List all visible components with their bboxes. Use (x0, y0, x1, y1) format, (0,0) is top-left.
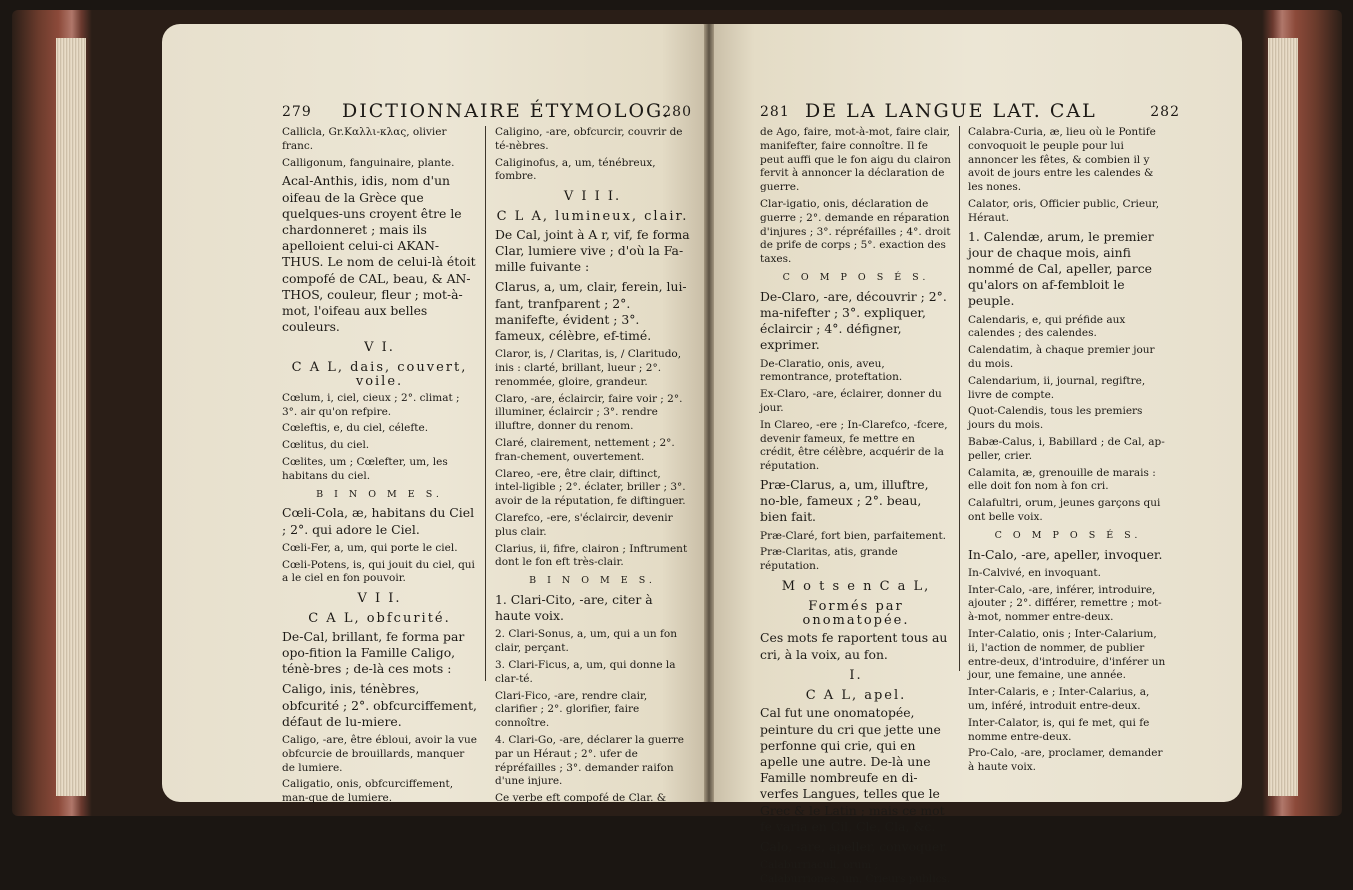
dictionary-entry: Clari-Fico, -are, rendre clair, clarifier ; 2°. glorifier, faire connoître. (495, 689, 648, 730)
dictionary-entry: Calo, -are, apeller, convoquer. (760, 838, 948, 854)
right-page-number: 281 (760, 104, 790, 120)
dictionary-entry: Cœlites, um ; Cœlefter, um, les habitans du ciel. (282, 456, 448, 482)
dictionary-entry: Cœli-Cola, æ, habitans du Ciel ; 2°. qui adore le Ciel. (282, 505, 475, 537)
page-edges-right (1268, 38, 1298, 796)
dictionary-entry: Cœli-Fer, a, um, qui porte le ciel. (282, 541, 458, 554)
dictionary-entry: In-Calo, -are, apeller, invoquer. (968, 546, 1163, 562)
dictionary-entry: Calafultri, orum, jeunes garçons qui ont belle voix. (968, 497, 1161, 523)
section-heading: C A L, dais, couvert, voile. (291, 360, 468, 390)
dictionary-entry: Inter-Calator, is, qui fe met, qui fe nomme entre-deux. (968, 716, 1150, 743)
dictionary-entry: Præ-Clarus, a, um, illuftre, no-ble, fameux ; 2°. beau, bien fait. (760, 476, 929, 525)
section-heading: C O M P O S É S. (994, 529, 1142, 541)
dictionary-entry: Caliginofus, a, um, ténébreux, fombre. (495, 156, 656, 183)
dictionary-entry: Claror, is, / Claritas, is, / Claritudo, inis : clarté, brillant, lueur ; 2°. renommée, gloire, grandeur. (495, 348, 682, 388)
dictionary-entry: De-Cal, brillant, fe forma par opo-fition la Famille Caligo, ténè-bres ; de-là ces mots : (282, 628, 465, 677)
dictionary-entry: Calligonum, fanguinaire, plante. (282, 156, 455, 169)
section-heading: B I N O M E S. (316, 488, 443, 500)
dictionary-entry: 4. Clari-Go, -are, déclarer la guerre par un Héraut ; 2°. ufer de répréfailles ; 3°. demander raifon d'une injure. (495, 733, 684, 788)
dictionary-entry: Inter-Calatio, onis ; Inter-Calarium, ii, l'action de nommer, de publier entre-deux, d'introduire, d'inférer un jour, une femaine, une année. (968, 627, 1166, 682)
left-column-1 (282, 126, 477, 809)
dictionary-entry: Inter-Calo, -are, inférer, introduire, ajouter ; 2°. différer, remettre ; mot-à-mot, nommer entre-deux. (968, 583, 1162, 624)
section-heading: C A L, obfcurité. (308, 610, 451, 626)
dictionary-entry: Inter-Calaris, e ; Inter-Calarius, a, um, inféré, introduit entre-deux. (968, 686, 1150, 712)
left-column-2 (495, 126, 690, 809)
dictionary-entry: Clar-igatio, onis, déclaration de guerre ; 2°. demande en réparation d'injures ; 3°. répréfailles ; 4°. droit de prife de corps ; 5°. exaction des taxes. (760, 197, 951, 266)
left-page (162, 24, 705, 805)
dictionary-entry: Clarefco, -ere, s'éclaircir, devenir plus clair. (495, 511, 673, 538)
section-heading: V I I. (357, 591, 402, 607)
dictionary-entry: de Ago, faire, mot-à-mot, faire clair, manifefter, faire connoître. Il fe peut auffi que le fon aigu du clairon fervit à annoncer la déclaration de guerre. (760, 126, 951, 194)
right-page (712, 24, 1242, 885)
dictionary-entry: In Clareo, -ere ; In-Clarefco, -fcere, devenir fameux, fe mettre en crédit, être célèbre, acquérir de la réputation. (760, 418, 948, 473)
right-page-number-2: 282 (1150, 104, 1180, 120)
section-heading: V I. (364, 340, 395, 356)
section-heading: Formés par onomatopée. (802, 598, 910, 628)
dictionary-entry: De-Claro, -are, découvrir ; 2°. ma-nifefter ; 3°. expliquer, éclaircir ; 4°. défigner, exprimer. (760, 288, 947, 353)
right-column-1 (760, 126, 952, 890)
dictionary-entry: Caligatio, onis, obfcurciffement, man-que de lumiere. (282, 778, 454, 805)
section-heading: C O M P O S É S. (782, 271, 930, 283)
dictionary-entry: Claré, clairement, nettement ; 2°. fran-chement, ouvertement. (495, 436, 675, 463)
dictionary-entry: In-Calvivé, en invoquant. (968, 566, 1101, 579)
dictionary-entry: Præ-Claré, fort bien, parfaitement. (760, 529, 947, 542)
dictionary-entry: Quot-Calendis, tous les premiers jours du mois. (968, 405, 1143, 432)
dictionary-entry: Cœlum, i, ciel, cieux ; 2°. climat ; 3°. air qu'on refpire. (282, 391, 460, 418)
dictionary-entry: Calendarium, ii, journal, regiftre, livre de compte. (968, 374, 1146, 401)
dictionary-entry: Clarus, a, um, clair, ferein, lui-fant, tranfparent ; 2°. manifefte, évident ; 3°. fameux, célèbre, ef-timé. (495, 279, 687, 343)
dictionary-entry: Calendatim, à chaque premier jour du mois. (968, 344, 1155, 370)
dictionary-entry: Clareo, -ere, être clair, diftinct, intel-ligible ; 2°. éclater, briller ; 3°. avoir de la réputation, fe diftinguer. (495, 467, 686, 508)
book-gutter (704, 24, 714, 802)
right-column-2 (968, 126, 1168, 778)
dictionary-entry: Acal-Anthis, idis, nom d'un oifeau de la Grèce que quelques-uns croyent être le chardonneret ; mais ils apelloient celui-ci AKAN-THUS. Le nom de celui-là étoit compofé de CAL, beau, & AN-THOS, couleur, fleur ; mot-à-mot, l'oifeau aux belles couleurs. (282, 173, 476, 335)
dictionary-entry: Caligo, inis, ténèbres, obfcurité ; 2°. obfcurciffement, défaut de lu-miere. (282, 681, 477, 729)
book (12, 10, 1342, 885)
dictionary-entry: Caligino, -are, obfcurcir, couvrir de té-nèbres. (495, 126, 683, 152)
section-heading: M o t s e n C a L, (781, 578, 931, 594)
section-heading: I. (849, 667, 863, 683)
dictionary-entry: De-Claratio, onis, aveu, remontrance, proteftation. (760, 357, 903, 384)
section-heading: V I I I. (563, 189, 622, 205)
dictionary-entry: Calator, oris, Officier public, Crieur, Héraut. (968, 197, 1160, 224)
dictionary-entry: Claro, -are, éclaircir, faire voir ; 2°. illuminer, éclaircir ; 3°. rendre illuftre, donner du renom. (495, 392, 683, 433)
page-edges-left (56, 38, 86, 796)
dictionary-entry: Pro-Calo, -are, proclamer, demander à haute voix. (968, 747, 1163, 774)
section-heading: C A L, apel. (805, 687, 907, 703)
dictionary-entry: Calendaris, e, qui préfide aux calendes ; des calendes. (968, 313, 1126, 340)
dictionary-entry: Ex-Claro, -are, éclairer, donner du jour. (760, 388, 942, 414)
dictionary-entry: Ces mots fe raportent tous au cri, à la voix, au fon. (760, 630, 948, 662)
section-heading: B I N O M E S. (529, 575, 656, 587)
column-divider (485, 126, 486, 681)
dictionary-entry: De Cal, joint à A r, vif, fe forma Clar, lumiere vive ; d'où la Fa-mille fuivante : (495, 226, 690, 275)
dictionary-entry: Caligo, -are, être ébloui, avoir la vue obfcurcie de brouillards, manquer de lumiere. (282, 734, 477, 774)
dictionary-entry: Calaburriaculi, orum ; Calaburriones, um, Crieurs publics. (760, 859, 951, 885)
left-page-number-2: 280 (662, 104, 692, 120)
dictionary-entry: Cal fut une onomatopée, peinture du cri que jette une perfonne qui crie, qui en apelle une autre. De-là une Famille nombreufe en di-verfes Langues, telles que le Grec & le Latin ; mais ce mot fe varia en Cil, Cle, Cla, &c. (760, 705, 945, 834)
dictionary-entry: Babæ-Calus, i, Babillard ; de Cal, ap-peller, crier. (968, 435, 1165, 462)
dictionary-entry: Calamita, æ, grenouille de marais : elle doit fon nom à fon cri. (968, 466, 1156, 493)
dictionary-entry: Clarius, ii, fifre, clairon ; Inftrument dont le fon eft très-clair. (495, 542, 688, 569)
dictionary-entry: Cœleftis, e, du ciel, célefte. (282, 422, 429, 435)
dictionary-entry: Calabra-Curia, æ, lieu où le Pontife convoquoit le peuple pour lui annoncer les fêtes, & combien il y avoit de jours entre les calendes & les nones. (968, 126, 1156, 194)
dictionary-entry: 1. Calendæ, arum, le premier jour de chaque mois, ainfi nommé de Cal, apeller, parce qu'alors on af-fembloit le peuple. (968, 228, 1154, 309)
dictionary-entry: 3. Clari-Ficus, a, um, qui donne la clar-té. (495, 658, 676, 685)
dictionary-entry: Ce verbe eft compofé de Clar. & (495, 792, 667, 805)
dictionary-entry: 2. Clari-Sonus, a, um, qui a un fon clair, perçant. (495, 628, 677, 655)
left-page-title: DICTIONNAIRE ÉTYMOLOG. (342, 100, 671, 122)
section-heading: C L A, lumineux, clair. (496, 208, 689, 224)
left-page-number: 279 (282, 104, 312, 120)
dictionary-entry: 1. Clari-Cito, -are, citer à haute voix. (495, 591, 653, 624)
column-divider-right (959, 126, 960, 671)
dictionary-entry: Callicla, Gr.Καλλι-κλας, olivier franc. (282, 126, 447, 152)
dictionary-entry: Præ-Claritas, atis, grande réputation. (760, 546, 898, 573)
right-page-title: DE LA LANGUE LAT. CAL (805, 100, 1097, 122)
dictionary-entry: Cœli-Potens, is, qui jouit du ciel, qui a le ciel en fon pouvoir. (282, 558, 475, 585)
dictionary-entry: Cœlitus, du ciel. (282, 439, 370, 452)
